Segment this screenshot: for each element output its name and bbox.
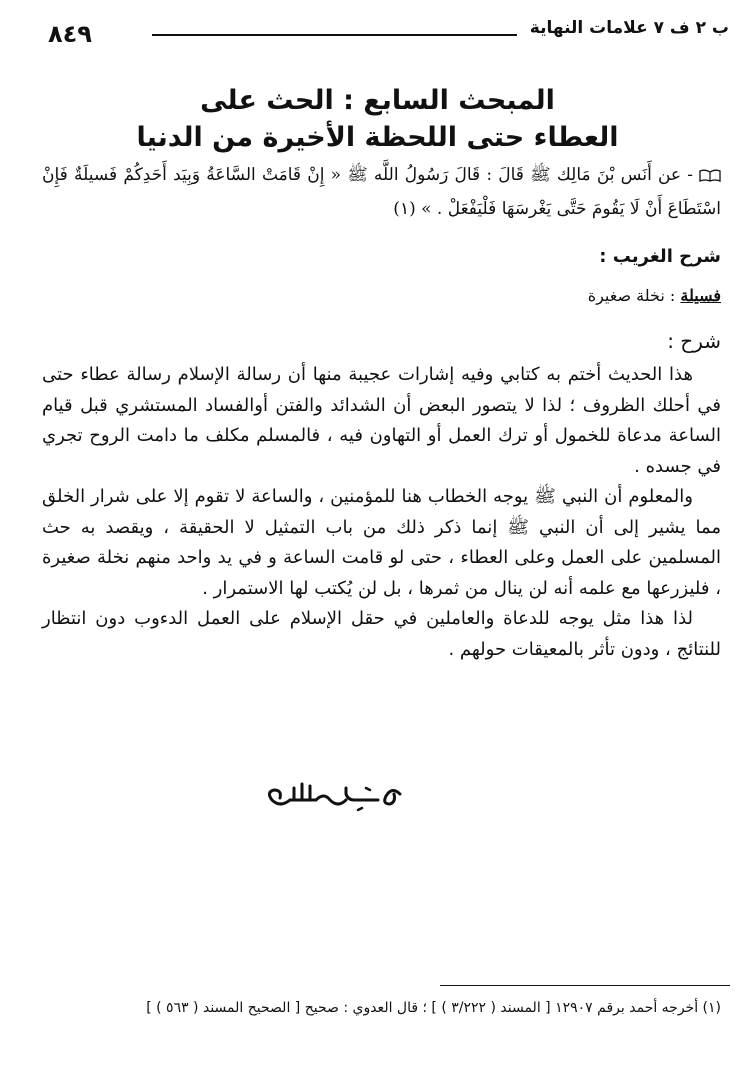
- footnote: (١) أخرجه أحمد برقم ١٢٩٠٧ [ المسند ( ٣/٢٢٢ ) ] ؛ قال العدوي : صحيح [ الصحيح المسند ( ٥٦٣ ) ]: [146, 1000, 721, 1016]
- commentary-paragraph: لذا هذا مثل يوجه للدعاة والعاملين في حقل الإسلام على العمل الدءوب دون انتظار للنتائج ، ودون تأثر بالمعيقات حولهم .: [42, 608, 721, 660]
- page-number: ٨٤٩: [48, 20, 92, 48]
- running-header: [40, 14, 729, 48]
- chapter-title: [60, 82, 695, 156]
- commentary-paragraph: هذا الحديث أختم به كتابي وفيه إشارات عجيبة منها أن رسالة الإسلام رسالة عطاء حتى في أحلك الظروف ؛ لذا لا يتصور البعض أن الشدائد والفتن أوالفساد المستشري قبل قيام الساعة مدعاة للخمول أو ترك العمل أو التهاون فيه ، فالمسلم مكلف ما دامت الروح تجري في جسده .: [42, 364, 721, 477]
- commentary-body: [42, 360, 721, 665]
- commentary-heading: شرح :: [667, 329, 721, 353]
- hadith-body: - عن أَنَس بْنَ مَالِك ﷺ قَالَ : قَالَ رَسُولُ اللَّه ﷺ « إِنْ قَامَتْ السَّاعَةُ وَبِيَد أَحَدِكُمْ فَسيلَةٌ فَإِنْ اسْتَطَاعَ أَنْ لَا يَقُومَ حَتَّى يَغْرسَهَا فَلْيَفْعَلْ . » (١): [42, 165, 721, 219]
- commentary-paragraph: والمعلوم أن النبي ﷺ يوجه الخطاب هنا للمؤمنين ، والساعة لا تقوم إلا على شرار الخلق مما يشير إلى أن النبي ﷺ إنما ذكر ذلك من باب التمثيل لا الحقيقة ، ويقصد به حث المسلمين على العمل وعلى العطاء ، حتى لو قامت الساعة و في يد واحد منهم نخلة صغيرة ، فليزرعها مع علمه أنه لن ينال من ثمرها ، بل لن يُكتب لها الاستمرار .: [42, 486, 721, 599]
- closing-calligraphy: [250, 780, 410, 820]
- chapter-title-line-1: المبحث السابع : الحث على: [200, 85, 555, 116]
- glossary-term: فسيلة: [680, 286, 721, 305]
- glossary-heading: شرح الغريب :: [599, 246, 721, 267]
- header-rule: [152, 34, 517, 36]
- hadith-text: [42, 158, 721, 226]
- footnote-rule: [440, 985, 730, 986]
- glossary-entry: [42, 283, 721, 309]
- glossary-definition: : نخلة صغيرة: [587, 286, 681, 305]
- open-book-icon: [699, 169, 721, 182]
- chapter-title-line-2: العطاء حتى اللحظة الأخيرة من الدنيا: [136, 122, 619, 153]
- running-title: ب ٢ ف ٧ علامات النهاية: [529, 18, 729, 38]
